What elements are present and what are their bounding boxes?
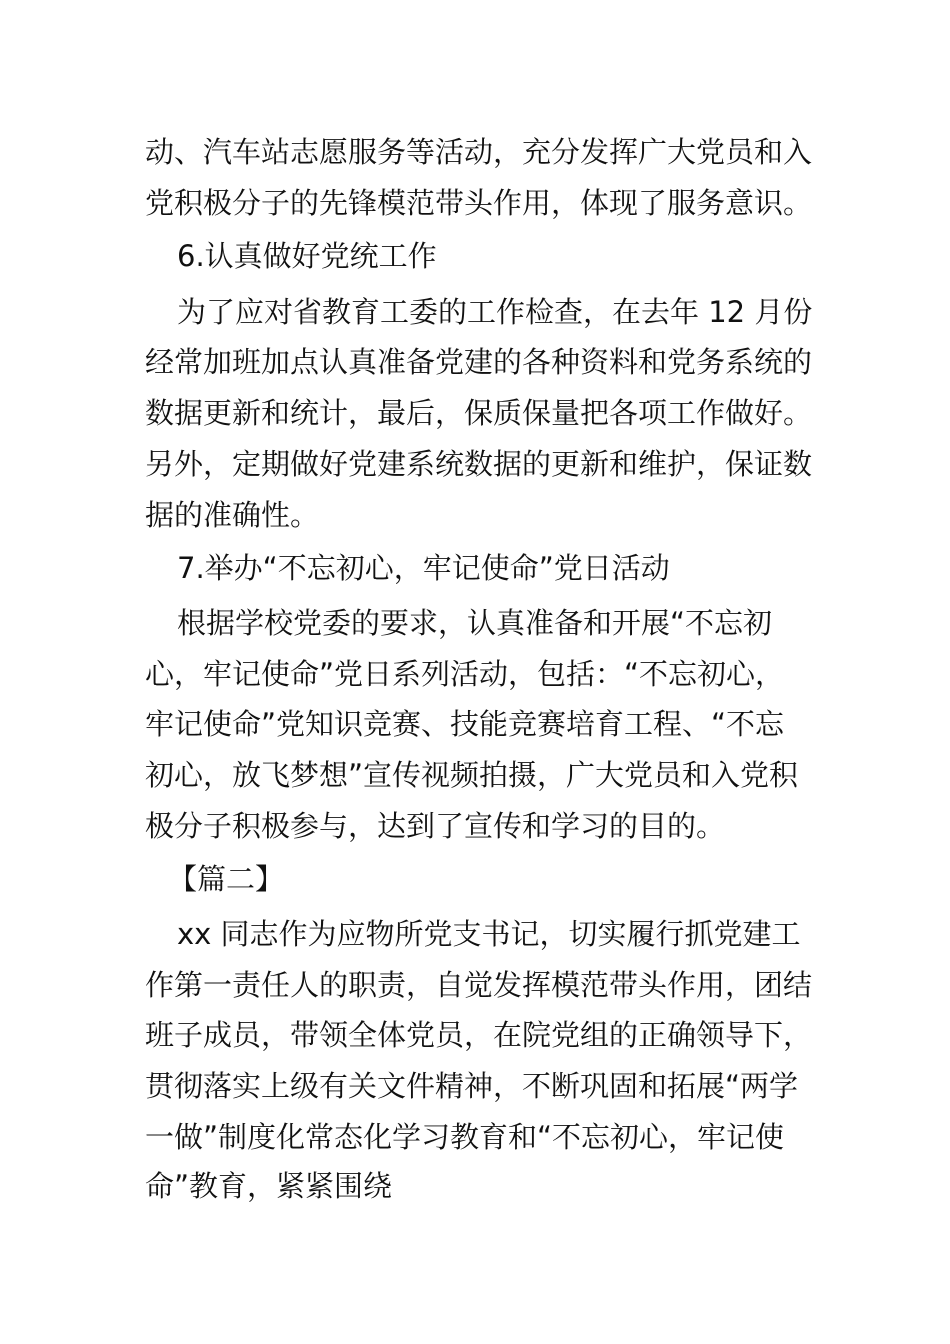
body-text-line: 另外，定期做好党建系统数据的更新和维护，保证数	[145, 447, 813, 481]
body-text-line: 贯彻落实上级有关文件精神，不断巩固和拓展“两学	[145, 1069, 799, 1103]
part-heading: 【篇二】	[168, 862, 285, 896]
paragraph-first-line: xx 同志作为应物所党支书记，切实履行抓党建工	[177, 917, 801, 951]
body-text-line: 数据更新和统计，最后，保质保量把各项工作做好。	[145, 396, 813, 430]
body-text-line: 初心，放飞梦想”宣传视频拍摄，广大党员和入党积	[145, 758, 799, 792]
body-text-line: 动、汽车站志愿服务等活动，充分发挥广大党员和入	[145, 135, 813, 169]
body-text-line: 牢记使命”党知识竞赛、技能竞赛培育工程、“不忘	[145, 707, 785, 741]
body-text-line: 心，牢记使命”党日系列活动，包括：“不忘初心，	[145, 657, 785, 691]
body-text-line: 作第一责任人的职责，自觉发挥模范带头作用，团结	[145, 968, 813, 1002]
section-heading-7: 7.举办“不忘初心，牢记使命”党日活动	[177, 551, 670, 585]
body-text-line: 据的准确性。	[145, 498, 320, 532]
body-text-line: 经常加班加点认真准备党建的各种资料和党务系统的	[145, 345, 813, 379]
body-text-line: 命”教育，紧紧围绕	[145, 1169, 393, 1203]
body-text-line: 一做”制度化常态化学习教育和“不忘初心，牢记使	[145, 1120, 785, 1154]
body-text-line: 党积极分子的先锋模范带头作用，体现了服务意识。	[145, 186, 813, 220]
body-text-line: 班子成员，带领全体党员，在院党组的正确领导下，	[145, 1018, 813, 1052]
section-heading-6: 6.认真做好党统工作	[177, 239, 437, 273]
paragraph-first-line: 为了应对省教育工委的工作检查，在去年 12 月份	[177, 295, 813, 329]
paragraph-first-line: 根据学校党委的要求，认真准备和开展“不忘初	[177, 606, 773, 640]
body-text-line: 极分子积极参与，达到了宣传和学习的目的。	[145, 809, 726, 843]
